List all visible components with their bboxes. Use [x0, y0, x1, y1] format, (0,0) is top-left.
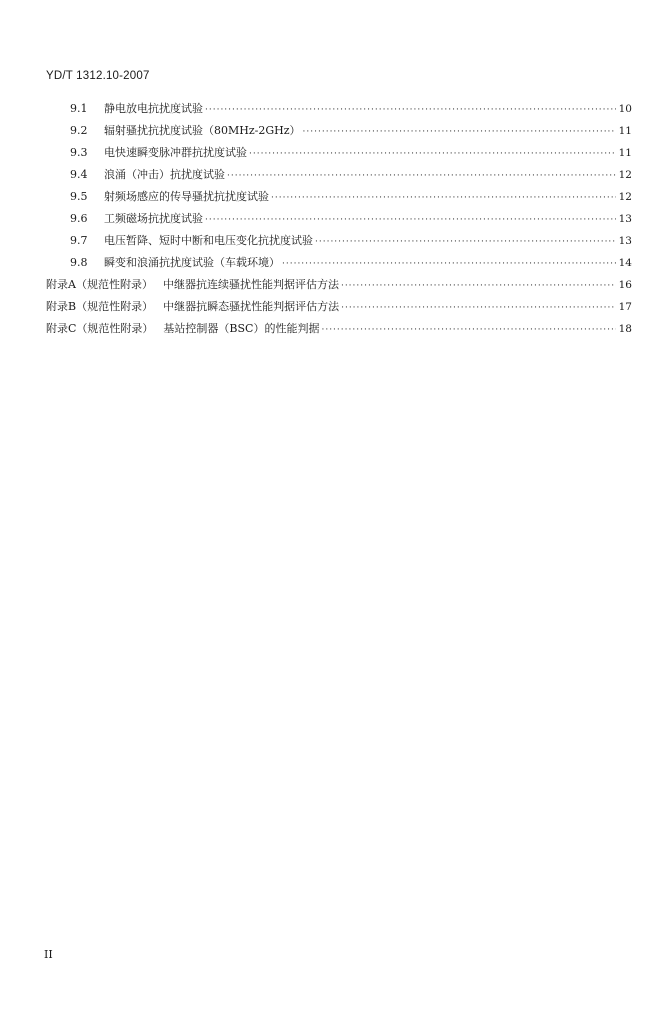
toc-entry-number: 9.7: [70, 234, 88, 247]
document-id-header: YD/T 1312.10-2007: [46, 70, 150, 82]
toc-entry-appendix-a[interactable]: [46, 276, 632, 298]
toc-entry-page: 17: [618, 301, 632, 313]
toc-entry-title: 射频场感应的传导骚扰抗扰度试验: [104, 190, 269, 203]
toc-entry-9-8[interactable]: [46, 254, 632, 276]
toc-appendix-label: 附录A（规范性附录）: [46, 278, 153, 291]
toc-entry-title: 中继器抗瞬态骚扰性能判据评估方法: [163, 300, 340, 313]
toc-entry-appendix-b[interactable]: [46, 298, 632, 320]
toc-entry-9-6[interactable]: [46, 210, 632, 232]
toc-entry-9-7[interactable]: [46, 232, 632, 254]
toc-leader-dots: [282, 259, 616, 269]
toc-leader-dots: [341, 303, 616, 313]
toc-leader-dots: [321, 325, 616, 335]
toc-entry-page: 13: [618, 213, 632, 225]
toc-entry-number: 9.3: [70, 146, 88, 159]
toc-entry-number: 9.4: [70, 168, 88, 181]
toc-entry-9-1[interactable]: [46, 100, 632, 122]
toc-entry-number: 9.6: [70, 212, 88, 225]
toc-entry-title: 静电放电抗扰度试验: [104, 102, 203, 115]
toc-entry-9-4[interactable]: [46, 166, 632, 188]
toc-entry-page: 18: [618, 323, 632, 335]
toc-entry-page: 12: [618, 169, 632, 181]
toc-entry-title: 电压暂降、短时中断和电压变化抗扰度试验: [104, 234, 313, 247]
toc-entry-number: 9.8: [70, 256, 88, 269]
toc-entry-title: 浪涌（冲击）抗扰度试验: [104, 168, 225, 181]
toc-entry-page: 12: [618, 191, 632, 203]
toc-leader-dots: [205, 215, 616, 225]
table-of-contents: [46, 100, 632, 342]
toc-entry-title: 工频磁场抗扰度试验: [104, 212, 203, 225]
toc-leader-dots: [227, 171, 616, 181]
toc-entry-title: 电快速瞬变脉冲群抗扰度试验: [104, 146, 247, 159]
toc-entry-title: 基站控制器（BSC）的性能判据: [163, 322, 320, 335]
toc-entry-page: 14: [618, 257, 632, 269]
toc-appendix-label: 附录C（规范性附录）: [46, 322, 154, 335]
toc-entry-number: 9.1: [70, 102, 88, 115]
toc-entry-page: 16: [618, 279, 632, 291]
toc-leader-dots: [205, 105, 616, 115]
toc-entry-9-5[interactable]: [46, 188, 632, 210]
toc-entry-9-2[interactable]: [46, 122, 632, 144]
page-number-footer: II: [44, 948, 53, 961]
toc-entry-title: 中继器抗连续骚扰性能判据评估方法: [162, 278, 339, 291]
toc-leader-dots: [249, 149, 616, 159]
toc-entry-page: 13: [618, 235, 632, 247]
toc-entry-page: 11: [618, 147, 632, 159]
toc-leader-dots: [315, 237, 616, 247]
toc-entry-page: 10: [618, 103, 632, 115]
toc-leader-dots: [271, 193, 616, 203]
toc-entry-title: 辐射骚扰抗扰度试验（80MHz-2GHz）: [104, 124, 301, 137]
toc-entry-9-3[interactable]: [46, 144, 632, 166]
toc-entry-title: 瞬变和浪涌抗扰度试验（车载环境）: [104, 256, 280, 269]
toc-entry-number: 9.5: [70, 190, 88, 203]
toc-leader-dots: [341, 281, 616, 291]
toc-appendix-label: 附录B（规范性附录）: [46, 300, 154, 313]
toc-entry-appendix-c[interactable]: [46, 320, 632, 342]
toc-leader-dots: [303, 127, 616, 137]
toc-entry-page: 11: [618, 125, 632, 137]
toc-entry-number: 9.2: [70, 124, 88, 137]
